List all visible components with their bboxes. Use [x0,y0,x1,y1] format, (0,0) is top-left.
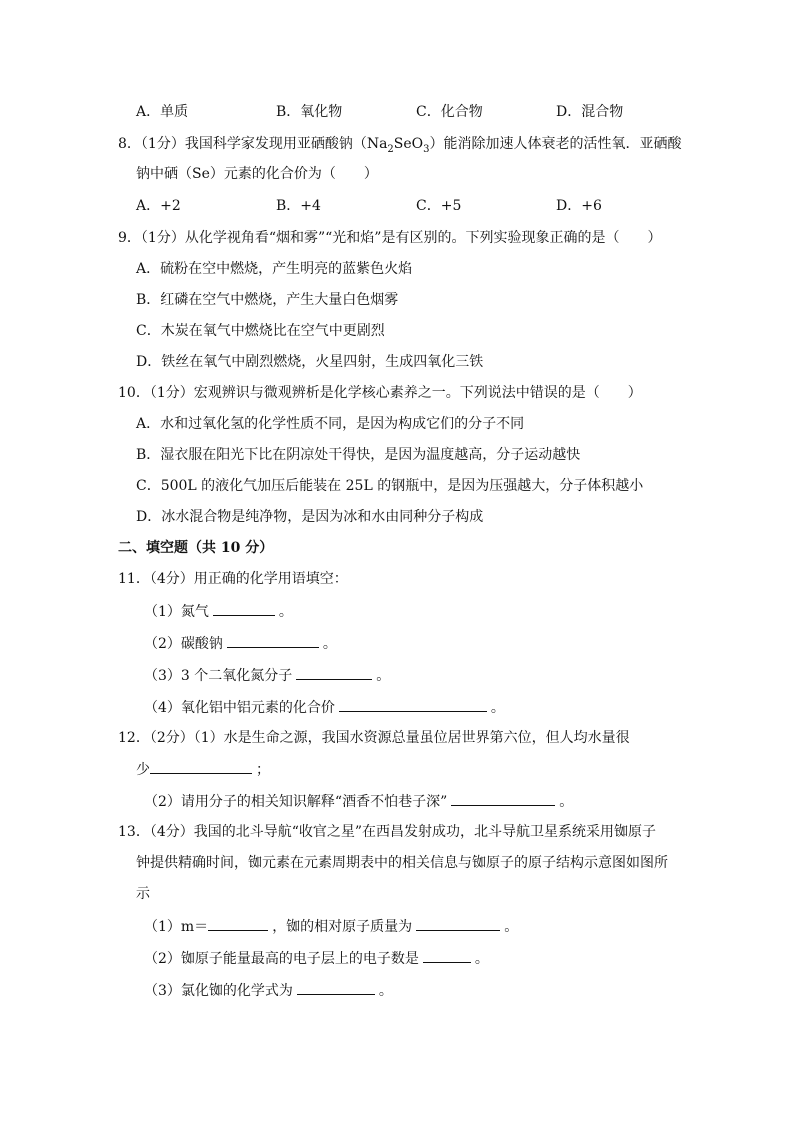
q7-option-a[interactable]: A．单质 [136,104,189,120]
q10-option-b[interactable]: B．湿衣服在阳光下比在阴凉处干得快，是因为温度越高，分子运动越快 [136,447,581,463]
q11-part4-label: （4）氧化铝中铝元素的化合价 [144,700,335,716]
q10-option-a[interactable]: A．水和过氧化氢的化学性质不同，是因为构成它们的分子不同 [136,416,525,432]
q8-option-a[interactable]: A．+2 [136,198,181,214]
q12-part2 [144,791,573,812]
q12-part1-line2 [136,759,270,780]
q13-part1-label: （1）m＝ [144,919,209,935]
q11-part1-end: 。 [278,604,293,620]
q11-part4-blank[interactable] [339,697,487,712]
q8-subscript-2: 3 [423,143,430,155]
q11-part3-label: （3）3 个二氧化氮分子 [144,668,293,684]
q12-part1-blank[interactable] [150,759,252,774]
q13-part1-end: 。 [504,919,519,935]
q7-option-b[interactable]: B．氧化物 [276,104,343,120]
q7-option-d[interactable]: D．混合物 [556,104,624,120]
q8-stem-text-b: SeO [393,136,424,152]
q8-stem-text-a: 8．（1分）我国科学家发现用亚硒酸钠（Na [118,136,388,152]
q13-part1 [144,916,518,937]
q13-part2-label: （2）铷原子能量最高的电子层上的电子数是 [144,951,419,967]
q9-option-a[interactable]: A．硫粉在空中燃烧，产生明亮的蓝紫色火焰 [136,261,413,277]
q9-option-b[interactable]: B．红磷在空气中燃烧，产生大量白色烟雾 [136,292,399,308]
q11-part1-label: （1）氮气 [144,604,209,620]
q13-part1-blank-m[interactable] [208,916,268,931]
q13-stem: 13．（4分）我国的北斗导航“收官之星”在西昌发射成功，北斗导航卫星系统采用铷原子 [118,824,657,840]
q8-option-c[interactable]: C．+5 [416,198,462,214]
q8-stem-line2: 钠中硒（Se）元素的化合价为（ ） [136,166,378,182]
q11-part3-end: 。 [376,668,391,684]
q11-part1 [144,601,293,622]
q8-stem-line1 [118,134,682,160]
q11-part2-blank[interactable] [227,633,319,648]
q11-part2-label: （2）碳酸钠 [144,636,223,652]
q7-options [136,102,696,122]
q13-part1-blank-mass[interactable] [416,916,500,931]
q10-option-d[interactable]: D．冰水混合物是纯净物，是因为冰和水由同种分子构成 [136,509,484,525]
q13-part3-end: 。 [378,983,393,999]
q12-stem: 12．（2分）（1）水是生命之源，我国水资源总量虽位居世界第六位，但人均水量很 [118,730,630,746]
q12-part2-blank[interactable] [451,791,555,806]
q11-part2-end: 。 [322,636,337,652]
q12-part2-end: 。 [559,794,574,810]
q11-part4-end: 。 [490,700,505,716]
q9-stem: 9．（1分）从化学视角看“烟和雾”“光和焰”是有区别的。下列实验现象正确的是（ ） [118,230,662,246]
q13-part1-label-b: ，铷的相对原子质量为 [272,919,413,935]
q11-part2 [144,633,337,654]
q11-part3 [144,665,390,686]
q13-part2-end: 。 [474,951,489,967]
q13-part3 [144,980,393,1001]
q13-part3-label: （3）氯化铷的化学式为 [144,983,293,999]
q12-part1-end: ； [256,762,270,778]
q11-part4 [144,697,505,718]
q11-part1-blank[interactable] [213,601,275,616]
q13-stem-line3: 示 [136,886,150,902]
q8-subscript-1: 2 [387,143,394,155]
q7-option-c[interactable]: C．化合物 [416,104,483,120]
q11-stem: 11．（4分）用正确的化学用语填空： [118,571,348,587]
q9-option-c[interactable]: C．木炭在氧气中燃烧比在空气中更剧烈 [136,323,385,339]
q8-option-d[interactable]: D．+6 [556,198,602,214]
q12-part2-label: （2）请用分子的相关知识解释“酒香不怕巷子深” [144,794,448,810]
q8-options [136,196,696,216]
q12-part1-text: 少 [136,762,150,778]
q8-option-b[interactable]: B．+4 [276,198,321,214]
section2-title: 二、填空题（共 10 分） [118,540,274,556]
q8-stem-text-c: ）能消除加速人体衰老的活性氧．亚硒酸 [429,136,682,152]
q9-option-d[interactable]: D．铁丝在氧气中剧烈燃烧，火星四射，生成四氧化三铁 [136,354,484,370]
q10-option-c[interactable]: C．500L 的液化气加压后能装在 25L 的钢瓶中，是因为压强越大，分子体积越小 [136,478,644,494]
q13-part2-blank[interactable] [423,948,471,963]
q13-stem-line2: 钟提供精确时间，铷元素在元素周期表中的相关信息与铷原子的原子结构示意图如图所 [136,855,668,871]
q13-part2 [144,948,489,969]
q10-stem: 10．（1分）宏观辨识与微观辨析是化学核心素养之一。下列说法中错误的是（ ） [118,385,642,401]
q13-part3-blank[interactable] [297,980,375,995]
q11-part3-blank[interactable] [296,665,372,680]
